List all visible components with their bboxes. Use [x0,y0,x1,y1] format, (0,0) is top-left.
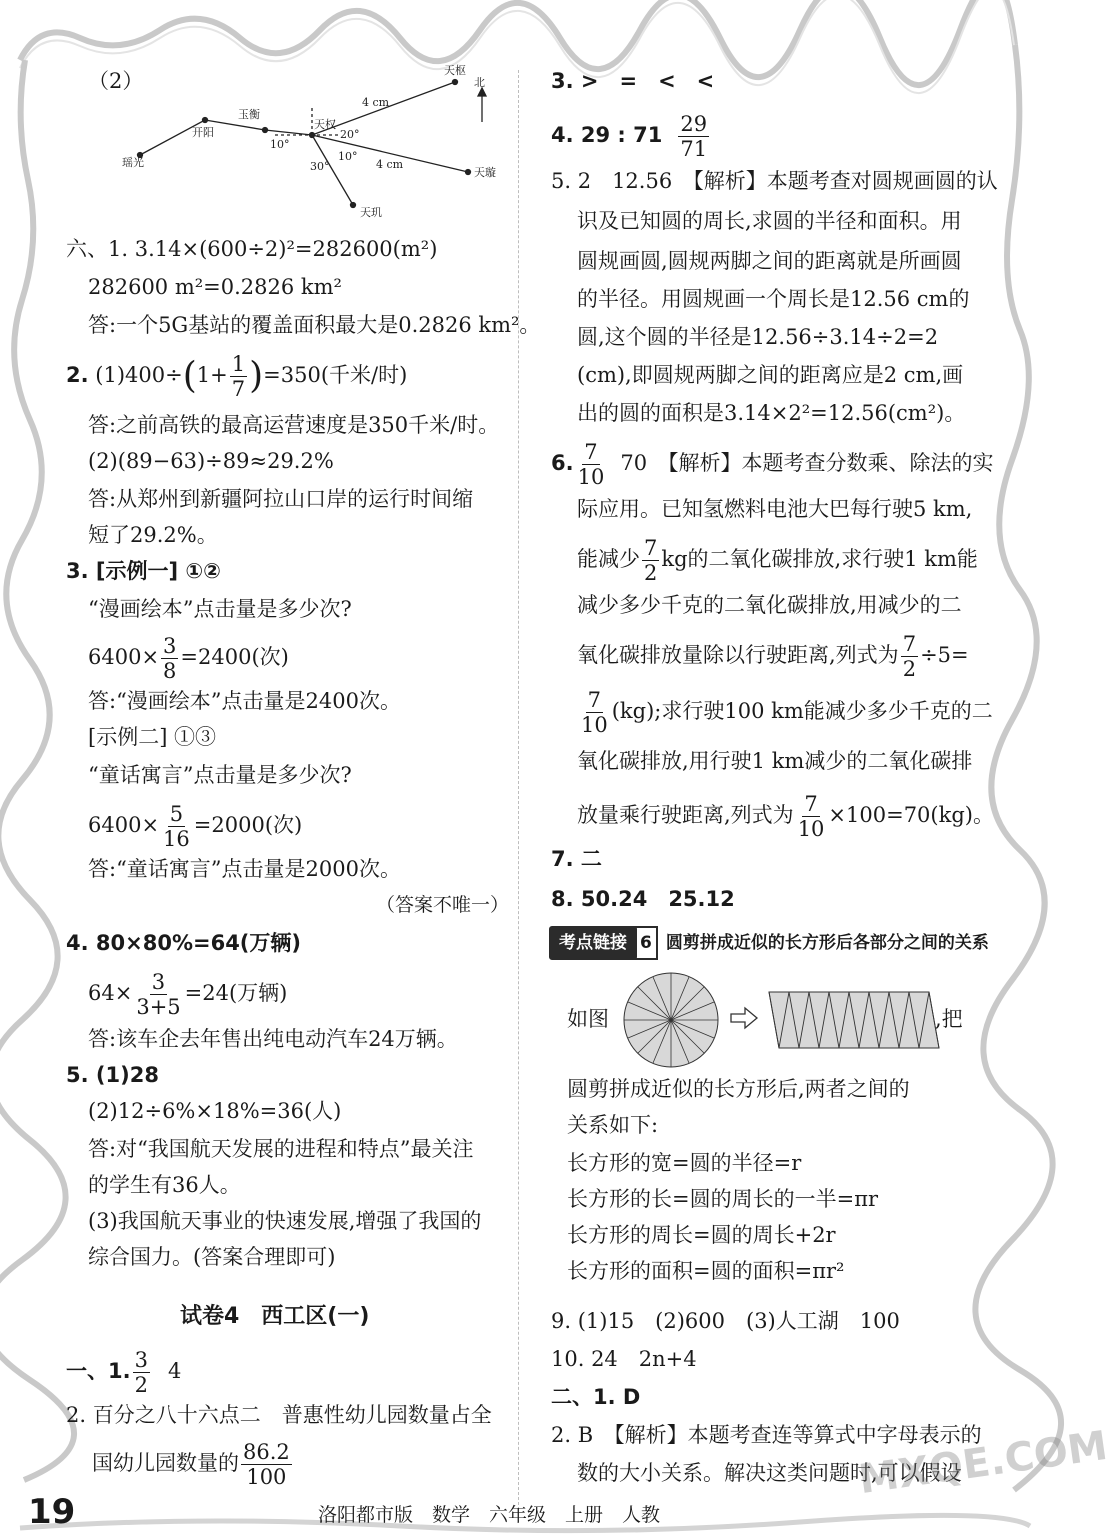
numerator: 3 [134,1348,148,1372]
answer-line: 答:一个5G基站的覆盖面积最大是0.2826 km²。 [88,313,541,337]
expression-text: 氧化碳排放量除以行驶距离,列式为 [577,643,899,667]
fraction [133,1348,150,1397]
expression-text: 放量乘行驶距离,列式为 [577,803,794,827]
answer-line: 答:“童话寓言”点击量是2000次。 [88,857,401,881]
arrow-right-icon [731,1008,757,1028]
answer-line: 减少多少千克的二氧化碳排放,用减少的二 [577,593,962,617]
expression-text: 6400× [88,645,160,669]
star-label: 瑶光 [122,156,144,169]
expression-text: ×100=70(kg)。 [828,803,994,827]
distance-label: 4 cm [376,158,404,171]
answer-line [551,440,994,489]
answer-line: 际应用。已知氢燃料电池大巴每行驶5 km, [577,497,973,521]
explanation-line: 关系如下: [567,1113,659,1137]
formula-line: 长方形的宽=圆的半径=r [567,1151,802,1175]
figure-intro-text: ,把 [935,1007,963,1031]
answer-line: 圆规画圆,圆规两脚之间的距离就是所画圆 [577,249,962,273]
numerator: 3 [151,970,166,994]
left-paren-icon: ( [182,355,197,397]
denominator: 2 [134,1373,148,1397]
answer-line: (2)12÷6%×18%=36(人) [88,1099,342,1123]
answer-line: (2)(89−63)÷89≈29.2% [88,449,334,473]
fraction [134,970,182,1019]
answer-line: 氧化碳排放,用行驶1 km减少的二氧化碳排 [577,749,973,773]
answer-line: 二、1. D [551,1385,641,1409]
fraction [579,688,610,737]
answer-line: 答:“漫画绘本”点击量是2400次。 [88,689,401,713]
numerator: 3 [163,634,177,658]
answer-line: 综合国力。(答案合理即可) [88,1245,336,1269]
answer-line: 3. [示例一] ①② [66,559,221,583]
expression-text: 4. 29 : 71 [551,123,663,147]
page-number: 19 [28,1492,76,1532]
answer-line [577,688,993,737]
numerator: 7 [587,688,602,712]
answer-line: 5. (1)28 [66,1063,159,1087]
numerator: 29 [680,112,708,136]
expression-text: =350(千米/时) [263,363,408,387]
denominator: 7 [231,377,246,401]
numerator: 7 [584,440,598,464]
star-label: 玉衡 [238,108,260,121]
answer-line [66,1348,181,1397]
denominator: 2 [644,561,658,585]
watermark: MXQE.COM [856,1422,1110,1504]
expression-text: kg的二氧化碳排放,求行驶1 km能 [661,547,978,571]
answer-line: 识及已知圆的周长,求圆的半径和面积。用 [577,209,962,233]
numerator: 7 [644,536,658,560]
numerator: 5 [169,802,184,826]
answer-line [551,112,711,161]
answer-line [577,632,969,681]
fraction [796,792,827,841]
figure-intro-text: 如图 [567,1007,609,1031]
fraction [678,112,709,161]
answer-line: 六、1. 3.14×(600÷2)²=282600(m²) [66,237,438,261]
star-label: 天权 [314,118,336,131]
angle-label: 20° [340,128,360,141]
star-label: 天枢 [444,64,466,77]
answer-line: 7. 二 [551,847,602,871]
answer-line: 8. 50.24 25.12 [551,887,735,911]
expression-text: 70 【解析】本题考查分数乘、除法的实 [620,451,994,475]
numerator: 86.2 [243,1440,290,1464]
formula-line: 长方形的周长=圆的周长+2r [567,1223,836,1247]
denominator: 10 [577,465,605,489]
question-number: 2. [66,363,89,387]
knowledge-title: 圆剪拼成近似的长方形后各部分之间的关系 [665,933,989,953]
numerator: 7 [902,632,917,656]
answer-line: 3. > = < < [551,69,715,93]
denominator: 10 [581,713,608,737]
fraction [230,352,247,401]
expression-text: 能减少 [577,547,640,571]
expression-text: 国幼儿园数量的 [92,1451,239,1475]
denominator: 100 [246,1465,287,1489]
expression-text: (1)400÷ [95,363,183,387]
north-label: 北 [474,76,485,89]
denominator: 2 [902,657,917,681]
star-map-diagram [100,60,510,220]
answer-line: 答:从郑州到新疆阿拉山口岸的运行时间缩 [88,487,474,511]
explanation-line: 圆剪拼成近似的长方形后,两者之间的 [567,1077,910,1101]
circle-to-rectangle-figure [621,970,951,1070]
angle-label: 30° [310,160,330,173]
denominator: 3+5 [136,995,181,1019]
knowledge-point-header [549,926,989,960]
answer-line: 出的圆的面积是3.14×2²=12.56(cm²)。 [577,401,966,425]
answer-line: 2. B 【解析】本题考查连等算式中字母表示的 [551,1423,982,1447]
answer-line [88,970,287,1019]
right-paren-icon: ) [249,355,264,397]
formula-line: 长方形的面积=圆的面积=πr² [567,1259,845,1283]
right-column [519,0,1019,1536]
distance-label: 4 cm [362,96,390,109]
knowledge-badge: 考点链接 [549,926,637,960]
expression-text: =2000(次) [193,813,303,837]
answer-line [88,634,289,683]
expression-text: (kg);求行驶100 km能减少多少千克的二 [611,699,993,723]
answer-line: 9. (1)15 (2)600 (3)人工湖 100 [551,1309,900,1333]
denominator: 8 [163,659,177,683]
note-line: （答案不唯一） [376,894,510,916]
fraction [642,536,659,585]
expression-text: =24(万辆) [184,981,288,1005]
answer-line: 答:该车企去年售出纯电动汽车24万辆。 [88,1027,458,1051]
denominator: 71 [680,137,708,161]
sub-question-label: （2） [88,69,144,93]
answer-line: 圆,这个圆的半径是12.56÷3.14÷2=2 [577,325,939,349]
fraction [241,1440,292,1489]
answer-line: 的学生有36人。 [88,1173,241,1197]
numerator: 1 [231,352,246,376]
angle-label: 10° [270,138,290,151]
answer-line: (3)我国航天事业的快速发展,增强了我国的 [88,1209,482,1233]
answer-line: “漫画绘本”点击量是多少次? [88,597,352,621]
answer-line: 答:对“我国航天发展的进程和特点”最关注 [88,1137,474,1161]
expression-text: 4 [167,1359,182,1383]
left-column [0,0,541,1536]
footer-info: 洛阳都市版 数学 六年级 上册 人教 [318,1504,661,1526]
answer-line: “童话寓言”点击量是多少次? [88,763,352,787]
formula-line: 长方形的长=圆的周长的一半=πr [567,1187,879,1211]
section-title: 试卷4 西工区(一) [180,1304,370,1329]
answer-line [577,792,994,841]
denominator: 16 [163,827,190,851]
angle-label: 10° [338,150,358,163]
expression-text: 1+ [196,363,228,387]
fraction [161,634,178,683]
denominator: 10 [797,817,825,841]
star-label: 开阳 [192,126,214,139]
fraction [161,802,192,851]
expression-text: 64× [88,981,133,1005]
question-number: 6. [551,451,574,475]
answer-line: 5. 2 12.56 【解析】本题考查对圆规画圆的认 [551,169,998,193]
numerator: 7 [804,792,818,816]
answer-line: 2. 百分之八十六点二 普惠性幼儿园数量占全 [66,1403,492,1427]
answer-line [66,352,407,401]
fraction [576,440,607,489]
answer-line [92,1440,294,1489]
star-label: 天璇 [474,166,496,179]
answer-line [88,802,302,851]
answer-line: 数的大小关系。解决这类问题时,可以假设 [577,1461,962,1485]
expression-text: 6400× [88,813,160,837]
expression-text: =2400(次) [180,645,289,669]
answer-line: 的半径。用圆规画一个周长是12.56 cm的 [577,287,970,311]
answer-line [577,536,978,585]
answer-line: (cm),即圆规两脚之间的距离应是2 cm,画 [577,363,964,387]
answer-line: 10. 24 2n+4 [551,1347,697,1371]
answer-line: 4. 80×80%=64(万辆) [66,931,301,955]
knowledge-badge-number: 6 [634,926,658,960]
star-label: 天玑 [360,206,382,219]
answer-line: [示例二] ①③ [88,725,217,749]
answer-line: 282600 m²=0.2826 km² [88,275,342,299]
fraction [901,632,918,681]
expression-text: ÷5= [920,643,969,667]
question-number: 一、1. [66,1359,131,1383]
answer-line: 答:之前高铁的最高运营速度是350千米/时。 [88,413,500,437]
answer-line: 短了29.2%。 [88,523,218,547]
